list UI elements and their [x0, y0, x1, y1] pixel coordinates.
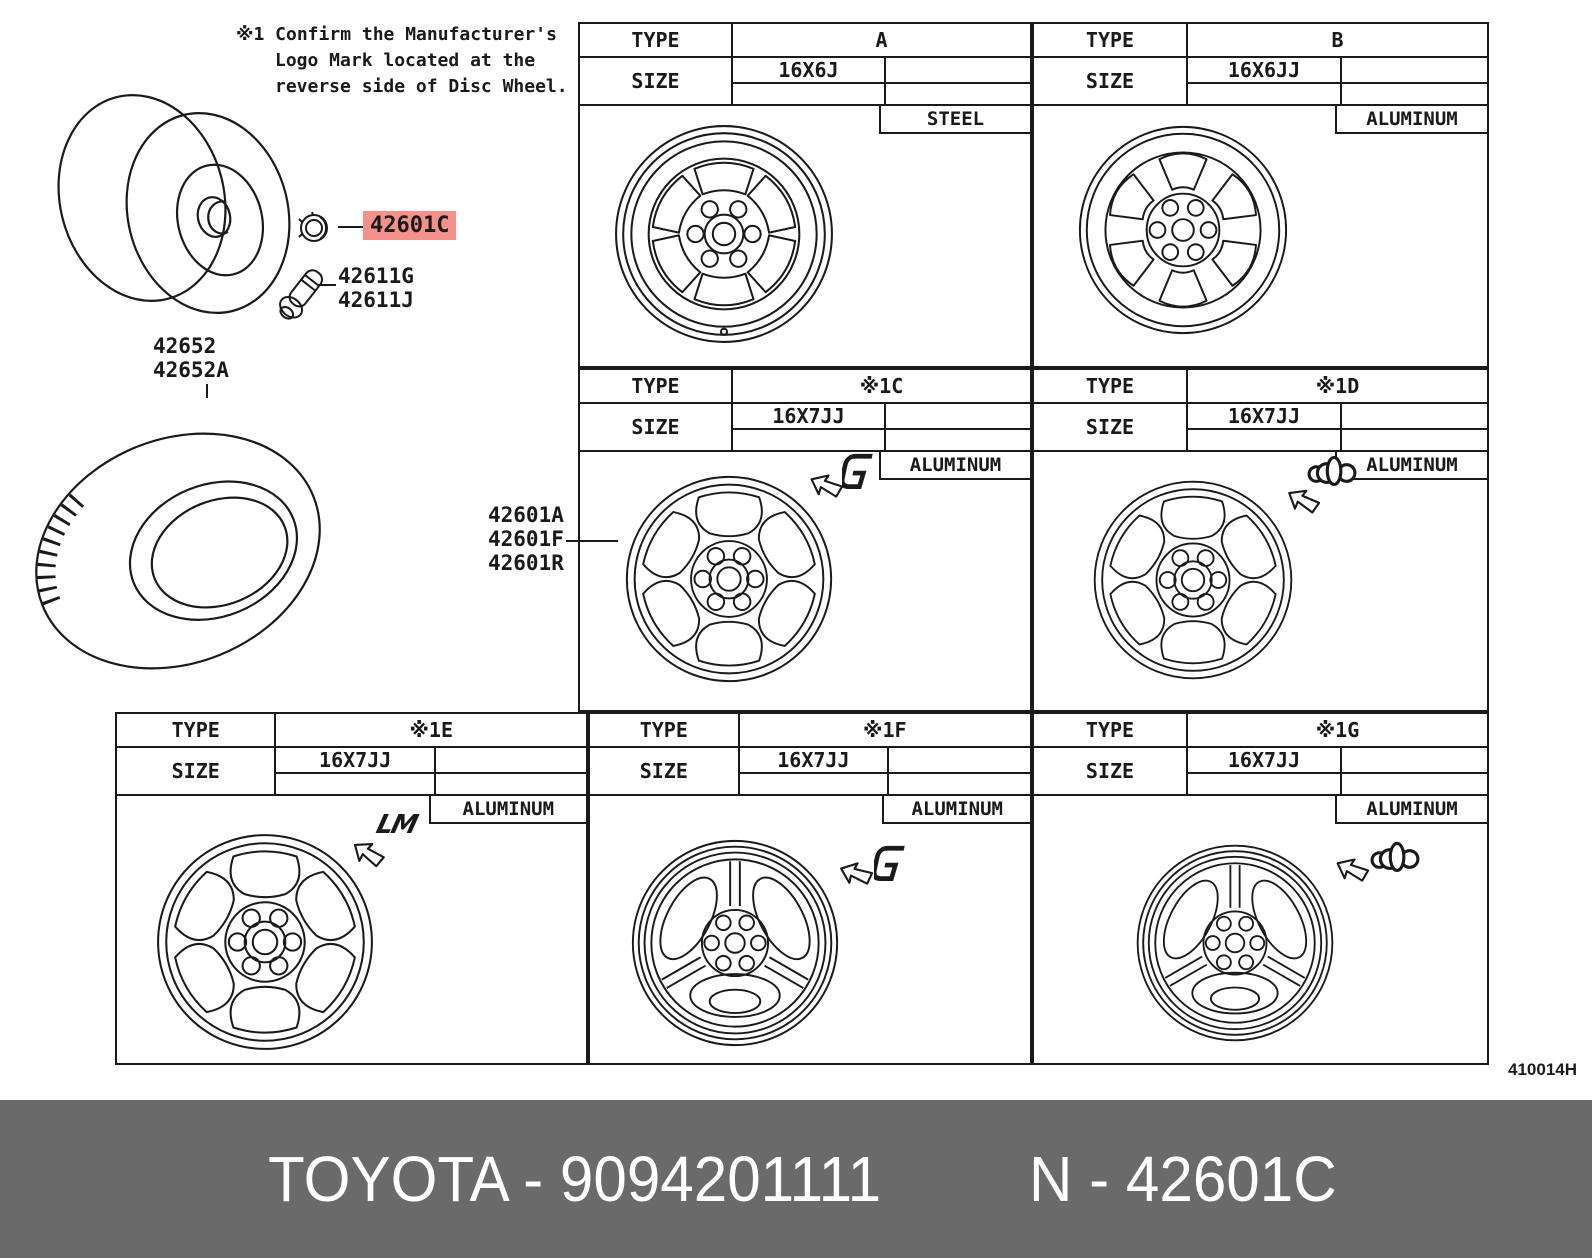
type-label: TYPE: [580, 370, 733, 404]
empty-cell: [1342, 748, 1487, 774]
manufacturer-logo-circles-icon: [1307, 454, 1357, 492]
leader-line: [318, 284, 336, 286]
type-value: ※1C: [733, 370, 1030, 404]
footnote-line: ※1 Confirm the Manufacturer's: [236, 24, 557, 45]
type-value: A: [733, 24, 1030, 58]
part-number-disc-group[interactable]: [488, 503, 564, 575]
spec-header: [580, 24, 1030, 106]
part-number-42601r[interactable]: 42601R: [488, 551, 564, 575]
empty-cell: [733, 430, 886, 450]
size-value: 16X7JJ: [1188, 404, 1342, 430]
spec-header: [1034, 24, 1487, 106]
footer-part-band: [0, 1100, 1592, 1258]
spec-header: [1034, 370, 1487, 452]
spec-table-f: [588, 712, 1032, 1065]
spec-table-e: [115, 712, 588, 1065]
empty-cell: [1342, 404, 1487, 430]
material-label: ALUMINUM: [1335, 794, 1489, 824]
footnote-line: Logo Mark located at the: [275, 50, 536, 71]
empty-cell: [436, 748, 586, 774]
type-label: TYPE: [580, 24, 733, 58]
empty-cell: [740, 774, 890, 794]
size-value: 16X7JJ: [740, 748, 890, 774]
manufacturer-logo-lm-icon: LM: [373, 810, 420, 840]
empty-cell: [1188, 430, 1342, 450]
wheel-illustration-aluminum-g: [1133, 841, 1337, 1045]
spec-table-a: [578, 22, 1032, 368]
empty-cell: [886, 58, 1030, 84]
wheel-illustration-aluminum-e: [153, 830, 377, 1054]
hub-nut-figure: [296, 208, 342, 248]
size-value: 16X7JJ: [1188, 748, 1342, 774]
material-label: ALUMINUM: [429, 794, 588, 824]
empty-cell: [1188, 774, 1342, 794]
material-label: ALUMINUM: [879, 450, 1032, 480]
material-label: ALUMINUM: [882, 794, 1032, 824]
type-label: TYPE: [1034, 714, 1188, 748]
leader-line: [338, 226, 364, 228]
spec-table-c: [578, 368, 1032, 712]
type-value: ※1G: [1188, 714, 1487, 748]
spec-header: [117, 714, 586, 796]
wheel-illustration-aluminum-d: [1090, 477, 1296, 683]
manufacturer-logo-circles-icon: [1370, 840, 1420, 878]
footer-part-code-left: TOYOTA - 9094201111: [268, 1143, 882, 1215]
empty-cell: [886, 404, 1030, 430]
manufacturer-logo-g-icon: [842, 450, 882, 494]
part-number-tire-group[interactable]: [153, 334, 229, 382]
empty-cell: [1342, 58, 1487, 84]
spec-header: [1034, 714, 1487, 796]
manufacturer-logo-g-icon: [874, 842, 914, 886]
part-number-42601f[interactable]: 42601F: [488, 527, 564, 551]
wheel-illustration-aluminum-c: [622, 472, 836, 686]
wheel-illustration-aluminum-b: [1075, 122, 1291, 338]
type-label: TYPE: [1034, 24, 1188, 58]
empty-cell: [1188, 84, 1342, 104]
wheel-illustration-steel-a: [612, 122, 836, 346]
footer-part-code-right: N - 42601C: [1029, 1143, 1337, 1215]
drawing-number: 410014H: [1508, 1060, 1578, 1079]
footnote-line: reverse side of Disc Wheel.: [275, 76, 568, 97]
spec-table-g: [1032, 712, 1489, 1065]
spec-table-d: [1032, 368, 1489, 712]
type-label: TYPE: [1034, 370, 1188, 404]
tire-figure: [26, 386, 330, 716]
part-number-42652[interactable]: 42652: [153, 334, 217, 358]
material-label: ALUMINUM: [1335, 104, 1489, 134]
type-value: B: [1188, 24, 1487, 58]
spec-header: [580, 370, 1030, 452]
empty-cell: [889, 748, 1030, 774]
spec-header: [590, 714, 1030, 796]
size-label: SIZE: [1034, 404, 1188, 450]
wheel-illustration-aluminum-f: [628, 836, 842, 1050]
empty-cell: [276, 774, 435, 794]
part-number-42611g[interactable]: 42611G: [338, 264, 414, 288]
part-number-valve-group[interactable]: [338, 264, 414, 312]
material-label: STEEL: [879, 104, 1032, 134]
size-value: 16X7JJ: [733, 404, 886, 430]
spec-table-b: [1032, 22, 1489, 368]
material-label: ALUMINUM: [1335, 450, 1489, 480]
size-value: 16X7JJ: [276, 748, 435, 774]
size-label: SIZE: [580, 404, 733, 450]
size-label: SIZE: [117, 748, 276, 794]
size-label: SIZE: [590, 748, 740, 794]
valve-stem-figure: [256, 258, 340, 342]
size-label: SIZE: [1034, 58, 1188, 104]
type-value: ※1F: [740, 714, 1030, 748]
part-number-42601a[interactable]: 42601A: [488, 503, 564, 527]
type-value: ※1E: [276, 714, 586, 748]
logo-arrow-icon: [1331, 852, 1374, 889]
type-value: ※1D: [1188, 370, 1487, 404]
type-label: TYPE: [590, 714, 740, 748]
size-label: SIZE: [1034, 748, 1188, 794]
empty-cell: [733, 84, 886, 104]
type-label: TYPE: [117, 714, 276, 748]
size-value: 16X6JJ: [1188, 58, 1342, 84]
size-value: 16X6J: [733, 58, 886, 84]
part-number-42652a[interactable]: 42652A: [153, 358, 229, 382]
part-number-42601c-highlighted[interactable]: 42601C: [363, 211, 456, 240]
size-label: SIZE: [580, 58, 733, 104]
part-number-42611j[interactable]: 42611J: [338, 288, 414, 312]
